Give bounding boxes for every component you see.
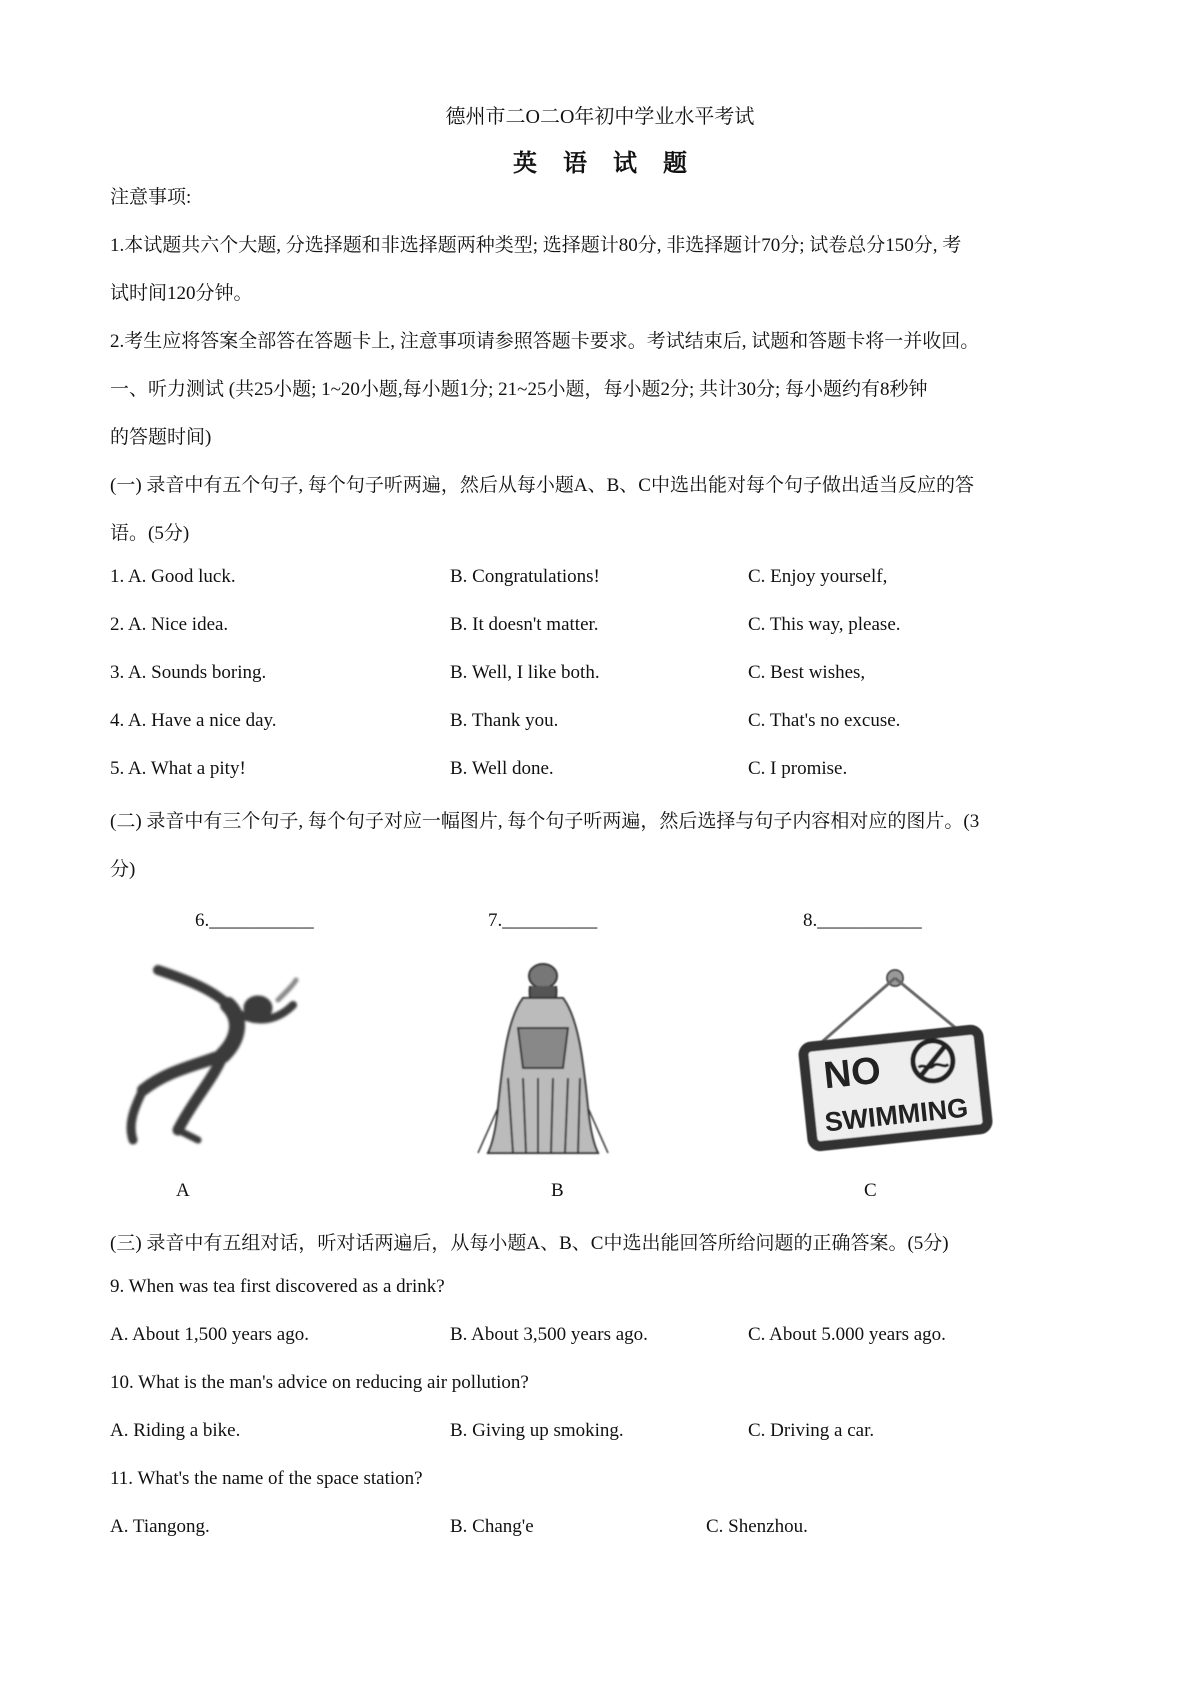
notes-item2: 2.考生应将答案全部答在答题卡上, 注意事项请参照答题卡要求。考试结束后, 试题和答题卡将一并收回。 bbox=[110, 331, 980, 352]
answer-blank-8: 8.___________ bbox=[803, 910, 922, 931]
q1-option-c: C. Enjoy yourself, bbox=[748, 566, 888, 587]
q4-option-b: B. Thank you. bbox=[450, 710, 559, 731]
q5-option-c: C. I promise. bbox=[748, 758, 848, 779]
q1-option-b: B. Congratulations! bbox=[450, 566, 600, 587]
picture-label-a: A bbox=[176, 1180, 190, 1201]
part1-instruction-line2: 语。(5分) bbox=[110, 523, 190, 544]
subject-title: 英语试题 bbox=[513, 151, 713, 177]
q10-option-a: A. Riding a bike. bbox=[110, 1420, 241, 1441]
q10-option-c: C. Driving a car. bbox=[748, 1420, 875, 1441]
q11-option-c: C. Shenzhou. bbox=[706, 1516, 808, 1537]
part2-instruction-line2: 分) bbox=[110, 859, 136, 880]
q4-option-a: 4. A. Have a nice day. bbox=[110, 710, 277, 731]
part2-instruction-line1: (二) 录音中有三个句子, 每个句子对应一幅图片, 每个句子听两遍，然后选择与句子内容相对应的图片。(3 bbox=[110, 811, 980, 832]
q9-option-c: C. About 5.000 years ago. bbox=[748, 1324, 946, 1345]
section1-heading-line2: 的答题时间) bbox=[110, 427, 212, 448]
sign-text-swimming: SWIMMING bbox=[823, 1092, 970, 1138]
q9-question: 9. When was tea first discovered as a drink? bbox=[110, 1276, 445, 1297]
notes-item1-line1: 1.本试题共六个大题, 分选择题和非选择题两种类型; 选择题计80分, 非选择题计70分; 试卷总分150分, 考 bbox=[110, 235, 962, 256]
q5-option-b: B. Well done. bbox=[450, 758, 554, 779]
part1-instruction-line1: (一) 录音中有五个句子, 每个句子听两遍，然后从每小题A、B、C中选出能对每个句子做出适当反应的答 bbox=[110, 475, 974, 496]
sign-text-no: NO bbox=[821, 1049, 883, 1098]
confucius-picture bbox=[468, 958, 618, 1158]
part3-instruction: (三) 录音中有五组对话，听对话两遍后，从每小题A、B、C中选出能回答所给问题的正确答案。(5分) bbox=[110, 1233, 949, 1254]
q3-option-c: C. Best wishes, bbox=[748, 662, 866, 683]
q2-option-a: 2. A. Nice idea. bbox=[110, 614, 229, 635]
q9-option-b: B. About 3,500 years ago. bbox=[450, 1324, 648, 1345]
q9-option-a: A. About 1,500 years ago. bbox=[110, 1324, 309, 1345]
q4-option-c: C. That's no excuse. bbox=[748, 710, 901, 731]
answer-blank-6: 6.___________ bbox=[195, 910, 314, 931]
q2-option-b: B. It doesn't matter. bbox=[450, 614, 599, 635]
q1-option-a: 1. A. Good luck. bbox=[110, 566, 236, 587]
no-swimming-sign-picture bbox=[795, 958, 995, 1163]
q10-option-b: B. Giving up smoking. bbox=[450, 1420, 624, 1441]
notes-item1-line2: 试时间120分钟。 bbox=[110, 283, 253, 304]
q2-option-c: C. This way, please. bbox=[748, 614, 901, 635]
picture-label-b: B bbox=[551, 1180, 564, 1201]
runner-picture bbox=[118, 960, 338, 1160]
q3-option-a: 3. A. Sounds boring. bbox=[110, 662, 267, 683]
q10-question: 10. What is the man's advice on reducing air pollution? bbox=[110, 1372, 529, 1393]
q11-option-b: B. Chang'e bbox=[450, 1516, 534, 1537]
notes-heading: 注意事项: bbox=[110, 187, 192, 208]
picture-label-c: C bbox=[864, 1180, 877, 1201]
section1-heading-line1: 一、听力测试 (共25小题; 1~20小题,每小题1分; 21~25小题，每小题2分; 共计30分; 每小题约有8秒钟 bbox=[110, 379, 928, 400]
q3-option-b: B. Well, I like both. bbox=[450, 662, 600, 683]
exam-title: 德州市二O二O年初中学业水平考试 bbox=[445, 106, 755, 128]
q11-option-a: A. Tiangong. bbox=[110, 1516, 210, 1537]
q11-question: 11. What's the name of the space station? bbox=[110, 1468, 423, 1489]
q5-option-a: 5. A. What a pity! bbox=[110, 758, 246, 779]
answer-blank-7: 7.__________ bbox=[488, 910, 598, 931]
